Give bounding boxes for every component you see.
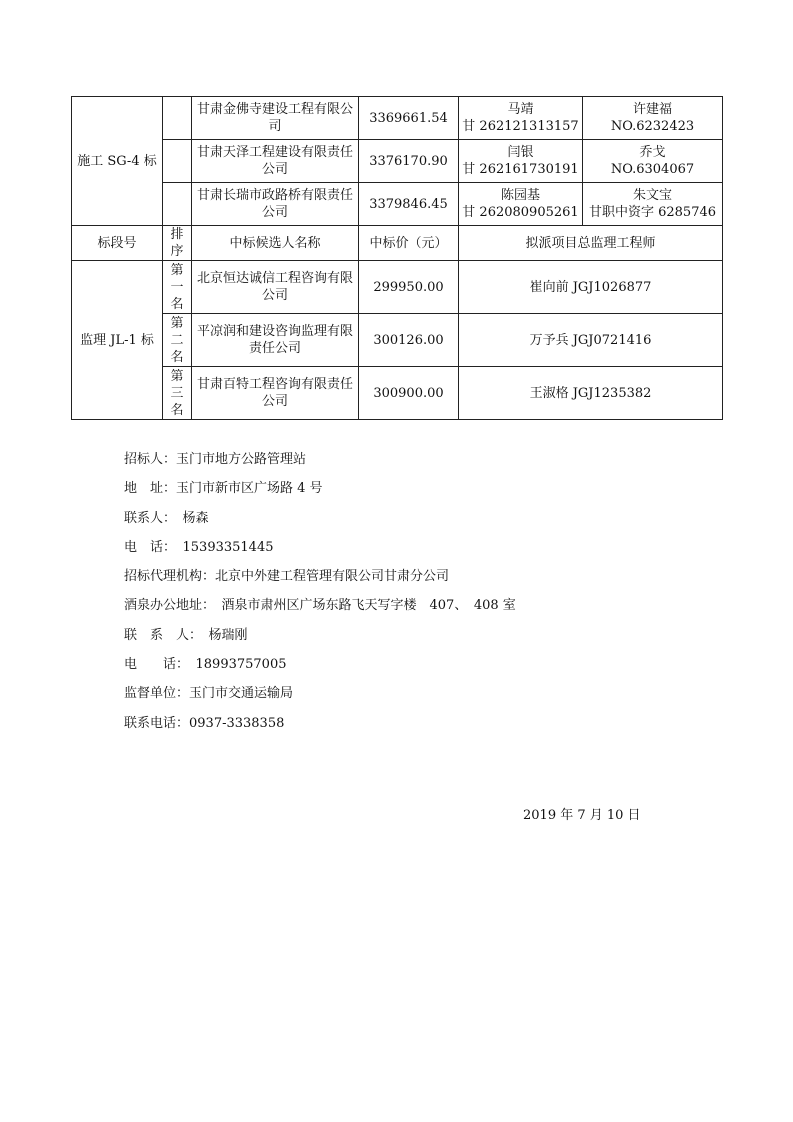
pm-name: 马靖 [507,102,534,117]
contact-person-line: 联系人： 杨森 [124,510,209,526]
price-cell: 3379846.45 [359,183,459,226]
document-date: 2019 年 7 月 10 日 [523,808,641,823]
phone-line: 电 话： 15393351445 [124,539,274,555]
project-manager-cell [459,140,583,183]
table-row [72,261,723,314]
pm-cert: 甘 262080905261 [462,205,579,220]
agency-line: 招标代理机构：北京中外建工程管理有限公司甘肃分公司 [124,569,450,585]
tech-cert: NO.6232423 [610,119,695,134]
project-manager-cell [459,97,583,140]
company-cell: 平凉润和建设咨询监理有限责任公司 [192,314,359,367]
pm-name: 陈园基 [500,188,540,203]
price-cell: 300900.00 [359,367,459,420]
table-row [72,367,723,420]
header-price: 中标价（元） [359,226,459,261]
office-address-line: 酒泉办公地址： 酒泉市肃州区广场东路飞天写字楼 407、 408 室 [124,598,516,614]
engineer-cell: 万予兵 JGJ0721416 [459,314,723,367]
supervisor-phone-line: 联系电话：0937-3338358 [124,715,285,731]
pm-cert: 甘 262121313157 [462,119,579,134]
tech-name: 乔戈 [639,145,666,160]
rank-cell: 第 一 名 [163,261,192,314]
tech-lead-cell [583,97,723,140]
bid-results-table [71,96,723,420]
price-cell: 300126.00 [359,314,459,367]
tech-name: 许建福 [632,102,672,117]
rank-cell [163,97,192,140]
company-cell: 甘肃天泽工程建设有限责任公司 [192,140,359,183]
supervisor-line: 监督单位：玉门市交通运输局 [124,686,294,702]
company-cell: 甘肃长瑞市政路桥有限责任公司 [192,183,359,226]
rank-cell: 第 二 名 [163,314,192,367]
table-row [72,97,723,140]
agency-phone-line: 电 话： 18993757005 [124,657,287,673]
tech-lead-cell [583,140,723,183]
tenderer-line: 招标人：玉门市地方公路管理站 [124,452,307,467]
pm-cert: 甘 262161730191 [462,162,579,177]
header-engineer: 拟派项目总监理工程师 [459,226,723,261]
rank-cell [163,183,192,226]
tech-cert: 甘职中资字 6285746 [588,205,717,220]
rank-cell: 第 三 名 [163,367,192,420]
price-cell: 299950.00 [359,261,459,314]
rank-cell [163,140,192,183]
section-cell: 施工 SG-4 标 [72,97,163,226]
pm-name: 闫银 [507,145,534,160]
engineer-cell: 王淑格 JGJ1235382 [459,367,723,420]
tech-lead-cell [583,183,723,226]
company-cell: 甘肃百特工程咨询有限责任公司 [192,367,359,420]
engineer-cell: 崔向前 JGJ1026877 [459,261,723,314]
project-manager-cell [459,183,583,226]
agency-contact-line: 联 系 人： 杨瑞刚 [124,627,248,643]
table-header-row [72,226,723,261]
table-row [72,183,723,226]
table-row [72,314,723,367]
price-cell: 3369661.54 [359,97,459,140]
tech-cert: NO.6304067 [610,162,695,177]
tech-name: 朱文宝 [632,188,672,203]
company-cell: 北京恒达诚信工程咨询有限公司 [192,261,359,314]
header-rank: 排 序 [163,226,192,261]
contact-info [124,450,516,743]
section-cell: 监理 JL-1 标 [72,261,163,420]
address-line: 地 址：玉门市新市区广场路 4 号 [124,481,323,497]
header-candidate: 中标候选人名称 [192,226,359,261]
price-cell: 3376170.90 [359,140,459,183]
company-cell: 甘肃金佛寺建设工程有限公司 [192,97,359,140]
header-section: 标段号 [72,226,163,261]
table-row [72,140,723,183]
